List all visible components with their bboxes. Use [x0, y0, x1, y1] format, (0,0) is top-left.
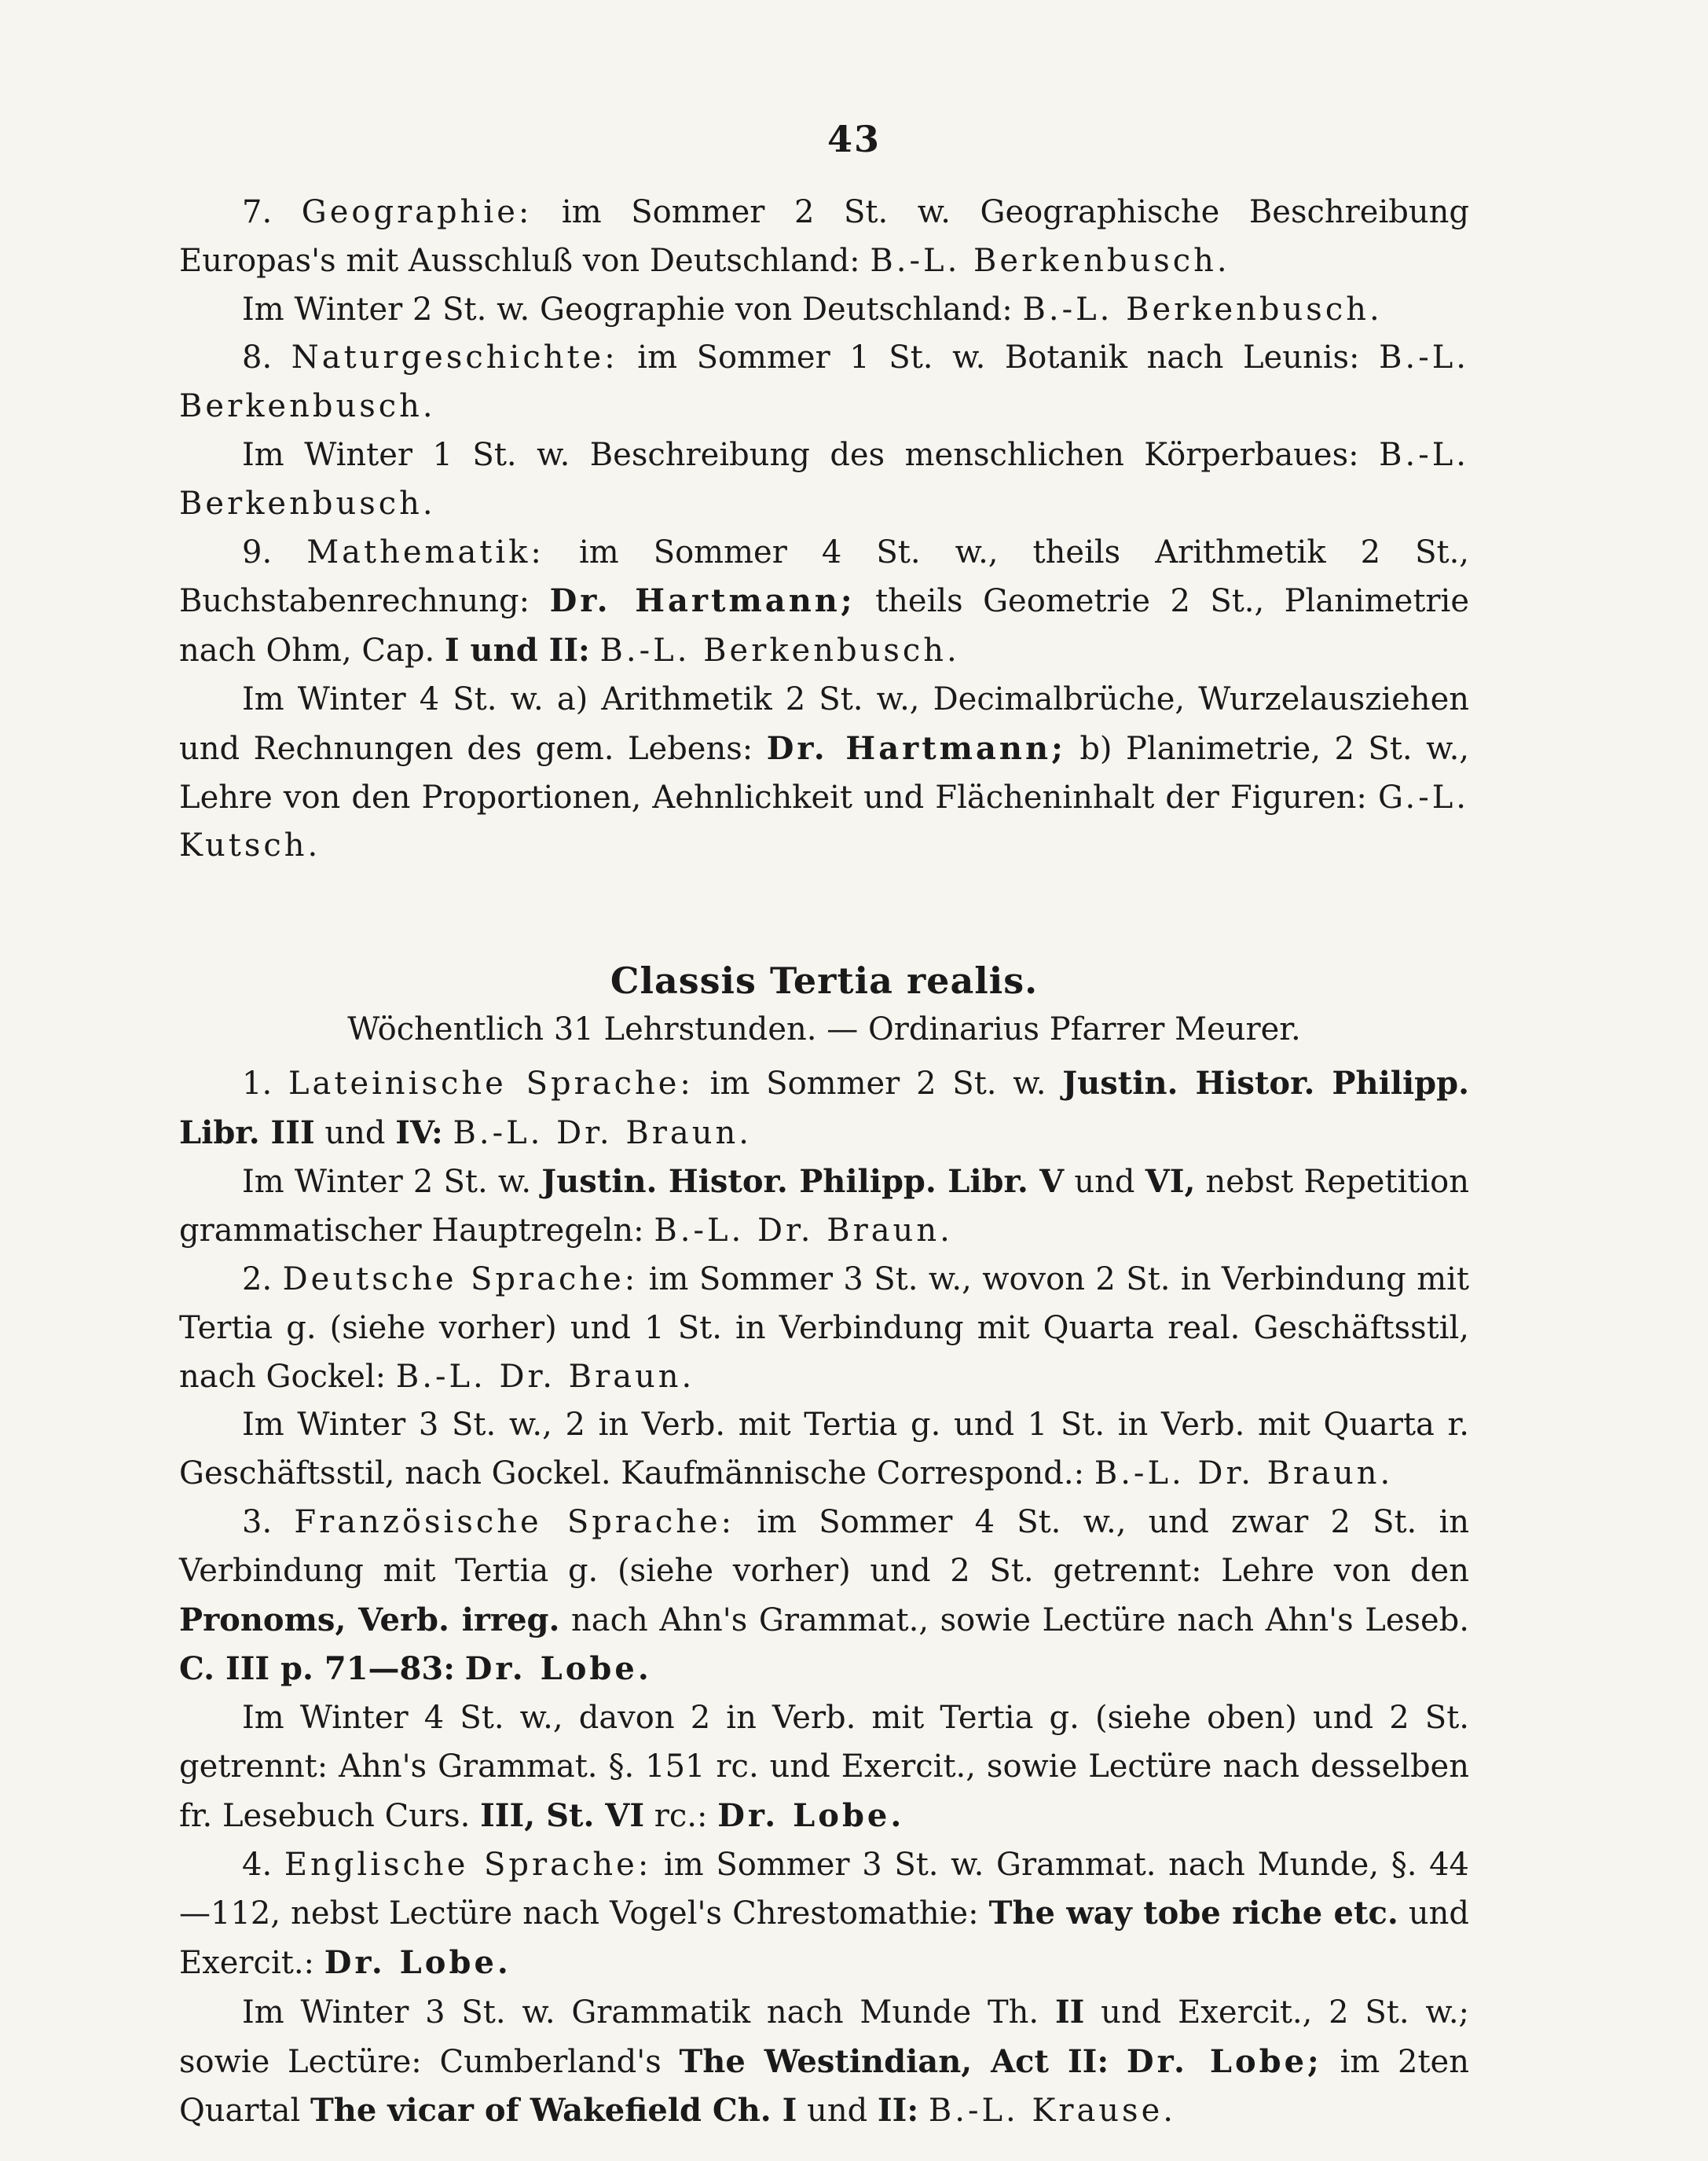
roman-numerals: IV: [395, 1114, 443, 1151]
teacher-name: B.-L. Dr. Braun. [1094, 1455, 1394, 1492]
teacher-name: B.-L. Dr. Braun. [453, 1114, 752, 1151]
paragraph-text: im Sommer 3 St. w., wovon 2 St. in Verbindung mit Tertia g. (siehe vorher) und 1 St. in Verbindung mit Quarta real. Geschäftsstil, nach Gockel: [179, 1260, 1470, 1395]
teacher-name: G.-L. Kutsch. [179, 779, 1469, 864]
teacher-name: B.-L. Dr. Braun. [654, 1213, 953, 1249]
paragraph-franzoesisch-winter [179, 1694, 1469, 1840]
teacher-name: B.-L. Dr. Braun. [395, 1358, 695, 1395]
paragraph-mathematik-winter [179, 676, 1469, 871]
latin-title: Justin. Histor. Philipp. Libr. V [541, 1163, 1065, 1201]
paragraph-text: rc.: [654, 1797, 708, 1834]
paragraph-text: Im Winter 3 St. w. Grammatik nach Munde Th. [242, 1994, 1039, 2031]
item-number: 7. [242, 194, 273, 230]
roman-numerals: VI, [1145, 1163, 1196, 1201]
paragraph-text: im Sommer 2 St. w. [709, 1065, 1046, 1102]
body-text [179, 189, 1469, 2136]
paragraph-text: und [1074, 1164, 1135, 1201]
latin-title: Justin. Histor. Philipp. Libr. III [179, 1064, 1470, 1151]
teacher-name: B.-L. Berkenbusch. [599, 633, 960, 670]
paragraph-englisch-winter [179, 1988, 1469, 2136]
page-number: 43 [827, 118, 881, 160]
latin-title: The vicar of Wakefield Ch. I [310, 2092, 797, 2130]
paragraph-text: im Sommer 2 St. w. Geographische Beschreibung Europas's mit Ausschluß von Deutschland: [179, 194, 1469, 279]
paragraph-englisch-summer [179, 1841, 1469, 1988]
item-number: 2. [242, 1260, 273, 1297]
subject-label: Englische Sprache: [284, 1846, 652, 1883]
item-number: 8. [242, 339, 273, 376]
paragraph-text: Im Winter 3 St. w., 2 in Verb. mit Tertia g. und 1 St. in Verb. mit Quarta r. Geschäftsstil, nach Gockel. Kaufmännische Correspond.: [179, 1407, 1469, 1492]
teacher-name: Dr. Lobe. [324, 1944, 511, 1982]
item-number: 3. [242, 1503, 273, 1540]
paragraph-geographie-winter [179, 286, 1469, 335]
paragraph-text: nebst Repetition grammatischer Hauptregeln: [179, 1164, 1469, 1249]
paragraph-text: Im Winter 1 St. w. Beschreibung des menschlichen Körperbaues: [242, 436, 1359, 473]
teacher-name: B.-L. Berkenbusch. [1022, 291, 1383, 328]
item-number: 4. [242, 1846, 273, 1883]
paragraph-text: b) Planimetrie, 2 St. w., Lehre von den Proportionen, Aehnlichkeit und Flächeninhalt der Figuren: [179, 730, 1470, 816]
teacher-name: B.-L. Krause. [928, 2093, 1176, 2130]
paragraph-latein-winter [179, 1158, 1469, 1256]
paragraph-mathematik-summer [179, 529, 1469, 676]
paragraph-text: und Exercit., 2 St. w.; sowie Lectüre: Cumberland's [179, 1994, 1470, 2080]
teacher-name: Dr. Hartmann; [766, 729, 1066, 767]
paragraph-deutsch-summer [179, 1256, 1469, 1401]
paragraph-text: im Sommer 3 St. w. Grammat. nach Munde, §. 44—112, nebst Lectüre nach Vogel's Chrestomathie: [179, 1846, 1469, 1932]
latin-title: The Westindian, Act II: [679, 2042, 1109, 2080]
paragraph-text: im 2ten Quartal [179, 2043, 1469, 2130]
teacher-name: B.-L. Berkenbusch. [179, 436, 1469, 522]
paragraph-text: im Sommer 1 St. w. Botanik nach Leunis: [637, 339, 1360, 376]
paragraph-naturgeschichte-winter [179, 431, 1469, 529]
paragraph-text: Im Winter 4 St. w. a) Arithmetik 2 St. w., Decimalbrüche, Wurzelausziehen und Rechnungen des gem. Lebens: [179, 681, 1469, 767]
paragraph-naturgeschichte-summer [179, 334, 1469, 431]
paragraph-text: Im Winter 2 St. w. [242, 1164, 532, 1201]
subject-label: Mathematik: [306, 534, 544, 571]
section-heading: Classis Tertia realis. [610, 959, 1039, 1003]
paragraph-franzoesisch-summer [179, 1499, 1469, 1694]
teacher-name: B.-L. Berkenbusch. [179, 339, 1470, 425]
paragraph-text: und Exercit.: [179, 1895, 1470, 1982]
subject-label: Deutsche Sprache: [282, 1260, 639, 1297]
teacher-name: Dr. Lobe; [1126, 2042, 1322, 2080]
section-subheading: Wöchentlich 31 Lehrstunden. — Ordinarius Pfarrer Meurer. [347, 1011, 1301, 1047]
item-number: 1. [242, 1065, 273, 1102]
paragraph-text: und [807, 2093, 868, 2130]
subject-label: Geographie: [301, 194, 533, 230]
reference: C. III p. 71—83: [179, 1650, 455, 1688]
paragraph-text: im Sommer 4 St. w., und zwar 2 St. in Verbindung mit Tertia g. (siehe vorher) und 2 St. getrennt: Lehre von den [179, 1503, 1469, 1589]
latin-title: Pronoms, Verb. irreg. [179, 1601, 560, 1638]
paragraph-text: und [324, 1114, 386, 1151]
item-number: 9. [242, 534, 273, 571]
paragraph-text: nach Ahn's Grammat., sowie Lectüre nach Ahn's Leseb. [571, 1601, 1470, 1638]
paragraph-text: theils Geometrie 2 St., Planimetrie nach Ohm, Cap. [179, 583, 1470, 670]
subject-label: Naturgeschichte: [291, 339, 618, 376]
subject-label: Lateinische Sprache: [288, 1065, 694, 1102]
roman-numerals: II [1054, 1993, 1085, 2031]
subject-label: Französische Sprache: [294, 1503, 735, 1540]
latin-title: The way tobe riche etc. [988, 1895, 1398, 1932]
teacher-name: B.-L. Berkenbusch. [870, 242, 1230, 279]
paragraph-geographie-summer [179, 189, 1469, 286]
roman-numerals: III, St. VI [480, 1796, 645, 1834]
roman-numerals: II: [877, 2092, 919, 2130]
teacher-name: Dr. Hartmann; [549, 582, 856, 620]
roman-numerals: I und II: [444, 632, 590, 670]
paragraph-text: im Sommer 4 St. w., theils Arithmetik 2 St., Buchstabenrechnung: [179, 534, 1469, 620]
paragraph-text: Im Winter 4 St. w., davon 2 in Verb. mit Tertia g. (siehe oben) und 2 St. getrennt: Ahn's Grammat. §. 151 rc. und Exercit., sowie Lectüre nach desselben fr. Lesebuch Curs. [179, 1700, 1469, 1834]
paragraph-latein-summer [179, 1059, 1469, 1158]
teacher-name: Dr. Lobe. [717, 1796, 905, 1834]
paragraph-text: Im Winter 2 St. w. Geographie von Deutschland: [242, 291, 1013, 328]
teacher-name: Dr. Lobe. [464, 1650, 652, 1688]
paragraph-deutsch-winter [179, 1401, 1469, 1499]
